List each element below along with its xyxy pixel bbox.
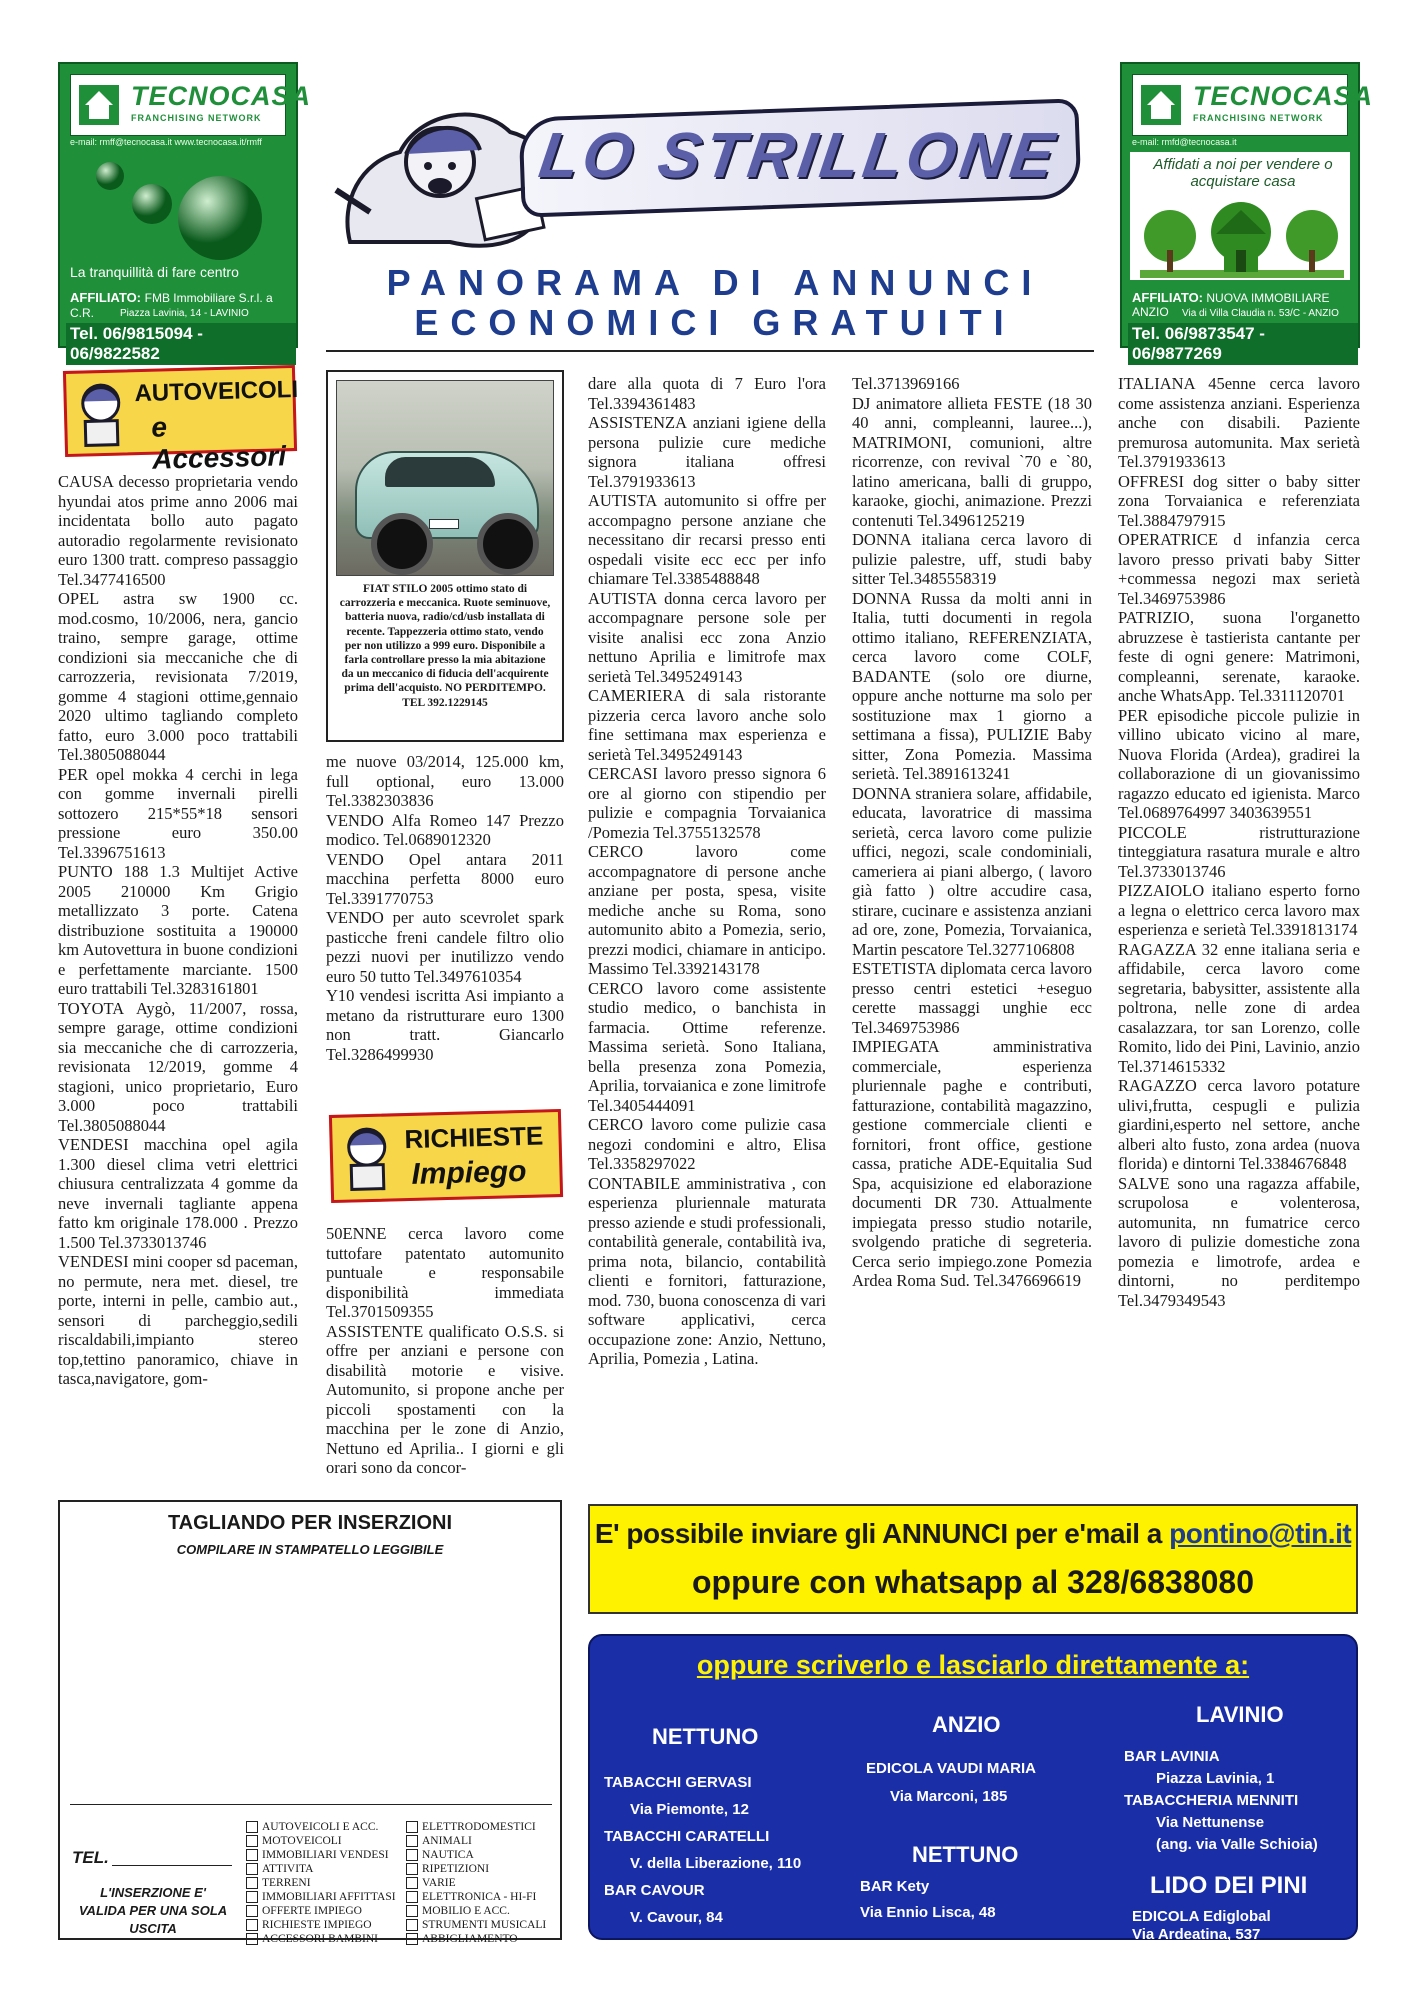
- tecnocasa-logo: [1132, 74, 1374, 136]
- ad-image-panel: [1130, 152, 1350, 280]
- location-address: V. Cavour, 84: [630, 1909, 723, 1926]
- ad-phone: Tel. 06/9873547 - 06/9877269: [1128, 323, 1358, 365]
- network-label: FRANCHISING NETWORK: [131, 113, 262, 123]
- affiliate-label: AFFILIATO:: [1132, 290, 1204, 305]
- checkbox[interactable]: [406, 1905, 418, 1917]
- category-label: STRUMENTI MUSICALI: [422, 1919, 547, 1931]
- tecnocasa-ad-lavinio: [58, 62, 312, 363]
- checkbox[interactable]: [246, 1877, 258, 1889]
- classified-ad: VENDESI mini cooper sd paceman, no permute, nera met. diesel, tre porte, interni in pelle, cambio aut., sensori di parcheggio,sedili riscaldabili,impianto stereo top,tettino panoramico, chiave in tasca,navigatore, gom-: [58, 1252, 298, 1388]
- category-label: ELETTRODOMESTICI: [422, 1821, 536, 1833]
- classified-ad: CERCO lavoro come pulizie casa negozi condomini e altro, Elisa Tel.3358297022: [588, 1115, 826, 1173]
- classified-ad: AUTISTA donna cerca lavoro per accompagnare persone sole per visite analisi ecc zona Anzio nettuno Aprilia e limitrofe max serietà Tel.3495249143: [588, 588, 826, 686]
- classified-ad: SALVE sono una ragazza affabile, scrupolosa e volenterosa, automunita, nn fumatrice cerco lavoro di pulizie domestiche zona pomezia e limotrofe, ardea e dintorni, no perditempo Tel.3479349543: [1118, 1173, 1360, 1310]
- classified-ad: PATRIZIO, suona l'organetto abruzzese è tastierista cantante per feste di ogni genere: Matrimoni, compleanni, serenate, karaoke. anche WhatsApp. Tel.3311120701: [1118, 608, 1360, 705]
- category-option[interactable]: [246, 1848, 396, 1862]
- location-address: Via Nettunense: [1156, 1814, 1265, 1831]
- category-option[interactable]: [246, 1918, 396, 1932]
- network-label: FRANCHISING NETWORK: [1193, 113, 1324, 123]
- checkbox[interactable]: [406, 1933, 418, 1945]
- category-option[interactable]: [406, 1834, 556, 1848]
- whatsapp-line: oppure con whatsapp al 328/6838080: [691, 1564, 1254, 1600]
- column-3: [588, 374, 826, 1369]
- classified-ad: VENDESI macchina opel agila 1.300 diesel clima vetri elettrici chiusura centralizzata 4 gomme da neve invernali tagliante appena fatto km originale 178.000 . Prezzo 1.500 Tel.3733013746: [58, 1135, 298, 1252]
- classified-ad: me nuove 03/2014, 125.000 km, full optional, euro 13.000 Tel.3382303836: [326, 752, 564, 810]
- category-options-left: [246, 1820, 396, 1946]
- classified-ad: IMPIEGATA amministrativa commerciale, esperienza pluriennale paghe e contributi, fatturazione, contabilità magazzino, gestione commerciale clienti e fornitori, front office, gestione cassa, pratiche ADE-Equitalia Sud Spa, acquisizione ed elaborazione documenti DR 730. Attualmente impiegata presso studio notarile, svolgendo pratiche di segreteria. Cerca serio impiego.zone Pomezia Ardea Roma Sud. Tel.3476696619: [852, 1037, 1092, 1290]
- column-5: [1118, 374, 1360, 1310]
- classified-ad: TOYOTA Aygò, 11/2007, rossa, sempre garage, ottime condizioni sia meccaniche che di carrozzeria, revisionata 12/2019, gomme 4 stagioni, unico proprietario, Euro 3.000 poco trattabili Tel.3805088044: [58, 998, 298, 1135]
- classified-ad: OFFRESI dog sitter o baby sitter zona Torvaianica e referenziata Tel.3884797915: [1118, 471, 1360, 530]
- location-address: Via Ennio Lisca, 48: [860, 1904, 996, 1921]
- car-wheel: [371, 513, 433, 575]
- email-line: [590, 1518, 1356, 1550]
- checkbox[interactable]: [406, 1891, 418, 1903]
- category-label: AUTOVEICOLI E ACC.: [262, 1821, 379, 1833]
- location-address: Via Ardeatina, 537: [1132, 1926, 1261, 1943]
- coupon-title: TAGLIANDO PER INSERZIONI: [167, 1512, 453, 1534]
- classified-ad: PUNTO 188 1.3 Multijet Active 2005 210000 Km Grigio metallizzato 3 porte. Catena distribuzione sostituita a 190000 km Autovettura in buone condizioni e perfettamente marciante. 1500 euro trattabili Tel.3283161801: [58, 862, 298, 998]
- checkbox[interactable]: [406, 1849, 418, 1861]
- tecnocasa-ad-anzio: [1120, 62, 1374, 363]
- category-option[interactable]: [246, 1890, 396, 1904]
- trees-and-house-graphic: [1140, 200, 1344, 278]
- location-name: TABACCHI GERVASI: [604, 1774, 752, 1791]
- column-4: [852, 374, 1092, 1291]
- checkbox[interactable]: [246, 1863, 258, 1875]
- classified-ad: PIZZAIOLO italiano esperto forno a legna o elettrico cerca lavoro max esperienza e serietà Tel.3391813174: [1118, 881, 1360, 939]
- category-option[interactable]: [246, 1932, 396, 1946]
- lavinio-title: LAVINIO: [1196, 1702, 1284, 1727]
- masthead-subtitle-2: ECONOMICI GRATUITI: [414, 302, 1016, 343]
- checkbox[interactable]: [246, 1821, 258, 1833]
- classified-ad: DJ animatore allieta FESTE (18 30 40 anni, compleanni, lauree...), MATRIMONI, comunioni, altre ricorrenze, con revival `70 e `80, latino americana, balli di gruppo, karaoke, giochi, animazione. Prezzi contenuti Tel.3496125219: [852, 393, 1092, 530]
- category-label: MOTOVEICOLI: [262, 1835, 342, 1847]
- coupon-text-area[interactable]: [70, 1566, 550, 1804]
- category-label: RIPETIZIONI: [422, 1863, 490, 1875]
- email-text: E' possibile inviare gli ANNUNCI per e'mail a: [594, 1518, 1170, 1549]
- header-divider: [326, 350, 1094, 352]
- checkbox[interactable]: [406, 1877, 418, 1889]
- brand-name: TECNOCASA: [131, 81, 312, 111]
- category-label: IMMOBILIARI VENDESI: [262, 1849, 389, 1861]
- checkbox[interactable]: [246, 1905, 258, 1917]
- location-name: BAR LAVINIA: [1124, 1748, 1220, 1765]
- checkbox[interactable]: [246, 1933, 258, 1945]
- classified-ad: CONTABILE amministrativa , con esperienza pluriennale maturata presso aziende e studi professionali, contabilità generale, contabilità iva, prima nota, bilancio, contabilità clienti e fornitori, fatturazione, mod. 730, buona conoscenza di vari software applicativi, cerca occupazione zone: Anzio, Nettuno, Aprilia, Pomezia , Latina.: [588, 1173, 826, 1368]
- ad-slogan: Affidati a noi per vendere o acquistare casa: [1153, 156, 1333, 190]
- drop-off-locations-box: [588, 1634, 1358, 1943]
- ad-address: Via di Villa Claudia n. 53/C - ANZIO: [1182, 308, 1339, 319]
- classified-ad: ASSISTENZA anziani igiene della persona pulizie cure mediche signora italiana offresi Tel.3791933613: [588, 413, 826, 491]
- green-spheres-graphic: [80, 156, 280, 266]
- category-option[interactable]: [406, 1932, 556, 1946]
- classified-ad: ITALIANA 45enne cerca lavoro come assistenza anziani. Esperienza anche con disabili. Paziente premurosa automunita. Max serietà Tel.3791933613: [1118, 374, 1360, 471]
- location-address: Via Piemonte, 12: [630, 1801, 749, 1818]
- house-icon: [77, 83, 121, 127]
- classified-ad: ESTETISTA diplomata cerca lavoro presso centri estetici +eseguo cerette massaggi unghie ecc Tel.3469753986: [852, 959, 1092, 1037]
- masthead-title: LO STRILLONE: [534, 119, 1063, 191]
- tel-label: TEL.: [72, 1848, 109, 1867]
- location-name: TABACCHI CARATELLI: [604, 1828, 770, 1845]
- classified-ad: OPEL astra sw 1900 cc. mod.cosmo, 10/2006, nera, gancio traino, sempre garage, ottime condizioni sia meccaniche che di carrozzeria, revisionata 7/2019, gomme 4 stagioni ottime,gennaio 2020 ultimo tagliando completo fatto, euro 3.000 poco trattabili Tel.3805088044: [58, 589, 298, 764]
- ad-address: Piazza Lavinia, 14 - LAVINIO: [120, 308, 249, 319]
- classified-ad: VENDO Alfa Romeo 147 Prezzo modico. Tel.0689012320: [326, 810, 564, 849]
- lido-dei-pini-title: LIDO DEI PINI: [1150, 1872, 1308, 1899]
- classified-ad: dare alla quota di 7 Euro l'ora Tel.3394361483: [588, 374, 826, 413]
- section-richieste-impiego: [329, 1109, 563, 1203]
- anzio-title: ANZIO: [932, 1712, 1001, 1737]
- classified-ad: PICCOLE ristrutturazione tinteggiatura rasatura murale e altro Tel.3733013746: [1118, 822, 1360, 881]
- insertion-coupon: [58, 1500, 562, 1945]
- column-1: [58, 472, 298, 1389]
- coupon-subtitle: COMPILARE IN STAMPATELLO LEGGIBILE: [176, 1542, 444, 1557]
- column-2-bottom: [326, 1224, 564, 1478]
- category-label: TERRENI: [262, 1877, 311, 1889]
- classified-ad: CERCO lavoro come assistente studio medico, o banchista in farmacia. Ottime referenze. Massima serietà. Sono Italiana, bella presenza zona Pomezia, Aprilia, torvaianica e zone limitrofe Tel.3405444091: [588, 978, 826, 1115]
- category-options-right: [406, 1820, 556, 1946]
- category-option[interactable]: [246, 1862, 396, 1876]
- category-option[interactable]: [246, 1834, 396, 1848]
- classified-ad: PER opel mokka 4 cerchi in lega con gomme invernali pirelli sottozero 215*55*18 sensori pressione euro 350.00 Tel.3396751613: [58, 764, 298, 862]
- photo-caption: FIAT STILO 2005 ottimo stato di carrozzeria e meccanica. Ruote seminuove, batteria nuova, radio/cd/usb installata di recente. Tappezzeria ottimo stato, vendo per non utilizzo a 999 euro. Disponibile a farla controllare presso la mia abitazione da un meccanico di fiducia dell'acquirente prima dell'acquisto. NO PERDITEMPO. TEL 392.1229145: [339, 583, 551, 709]
- category-label: ATTIVITA: [262, 1863, 314, 1875]
- category-label: OFFERTE IMPIEGO: [262, 1905, 362, 1917]
- category-option[interactable]: [406, 1904, 556, 1918]
- section-title: RICHIESTE: [404, 1120, 544, 1155]
- nettuno-title: NETTUNO: [652, 1724, 759, 1749]
- checkbox[interactable]: [246, 1919, 258, 1931]
- location-name: EDICOLA Ediglobal: [1132, 1908, 1271, 1925]
- classified-ad: AUTISTA automunito si offre per accompagno persone anziane che necessitano dir recarsi presso enti ospedali visite ecc ecc per info chiamare Tel.3385488848: [588, 491, 826, 588]
- affiliate-name: FMB Immobiliare S.r.l. a C.R.: [70, 291, 273, 320]
- tecnocasa-logo: [70, 74, 312, 136]
- category-option[interactable]: [406, 1862, 556, 1876]
- classified-ad: OPERATRICE d infanzia cerca lavoro presso privati baby Sitter +commessa negozi max serietà Tel.3469753986: [1118, 530, 1360, 608]
- classified-ad: VENDO per auto scevrolet spark pasticche freni candele filtro olio pezzi nuovi per inutilizzo vendo euro 50 tutto Tel.3497610354: [326, 908, 564, 986]
- classified-ad: ASSISTENTE qualificato O.S.S. si offre per anziani e persone con disabilità motorie e visive. Automunito, si propone anche per piccoli spostamenti con la macchina per le zone di Anzio, Nettuno ed Aprilia.. I giorni e gli orari sono da concor-: [326, 1321, 564, 1477]
- classified-ad: CAMERIERA di sala ristorante pizzeria cerca lavoro anche solo fine settimana max esperienza e serietà Tel.3495249143: [588, 686, 826, 764]
- classified-ad: DONNA Russa da molti anni in Italia, tutti documenti in regola ottimo italiano, REFERENZIATA, cerca lavoro come COLF, BADANTE (solo ore diurne, oppure anche notturne ma solo per sostituzione max 1 giorno a settimana a fissa), PULIZIE Baby sitter, Zona Pomezia. Massima serietà. Tel.3891613241: [852, 588, 1092, 783]
- category-option[interactable]: [406, 1890, 556, 1904]
- checkbox[interactable]: [246, 1849, 258, 1861]
- classified-ad: PER episodiche piccole pulizie in villino ubicato vicino al mare, Nuova Florida (Ardea), gradirei la collaborazione di un giovanissimo ragazzo educato ed igienista. Marco Tel.0689764997 3403639551: [1118, 705, 1360, 822]
- category-option[interactable]: [246, 1820, 396, 1834]
- category-option[interactable]: [406, 1820, 556, 1834]
- email-link[interactable]: pontino@tin.it: [1169, 1518, 1352, 1549]
- location-address: (ang. via Valle Schioia): [1156, 1836, 1318, 1853]
- ad-phone: Tel. 06/9815094 - 06/9822582: [66, 323, 296, 365]
- newsboy-icon: [70, 378, 132, 450]
- category-label: MOBILIO E ACC.: [422, 1905, 510, 1917]
- category-label: ANIMALI: [422, 1835, 472, 1847]
- car-wheel: [477, 513, 539, 575]
- checkbox[interactable]: [406, 1919, 418, 1931]
- locations-header: oppure scriverlo e lasciarlo direttamente a:: [696, 1650, 1250, 1680]
- category-option[interactable]: [406, 1918, 556, 1932]
- brand-name: TECNOCASA: [1193, 81, 1374, 111]
- car-window: [385, 457, 495, 487]
- classified-ad: CERCO lavoro come accompagnatore di persone anche anziane per posta, spesa, visite mediche anche su Roma, sono automunito abito a Pomezia, serio, prezzi modici, chiamare in anticipo. Massimo Tel.3392143178: [588, 842, 826, 978]
- location-address: Piazza Lavinia, 1: [1156, 1770, 1275, 1787]
- checkbox[interactable]: [406, 1821, 418, 1833]
- license-plate: [429, 519, 459, 529]
- email-whatsapp-box: [588, 1504, 1358, 1614]
- category-label: ELETTRONICA - HI-FI: [422, 1891, 537, 1903]
- affiliate-label: AFFILIATO:: [70, 290, 142, 305]
- classified-ad: DONNA straniera solare, affidabile, educata, lavoratrice di massima serietà, cerca lavoro come pulizie uffici, negozi, scale condominiali, cameriera ai piani albergo, ( lavoro già fatto ) oltre accudire casa, stirare, cucinare e assistenza anziani ad ore, zone, Pomezia, Torvaianica, Martin pescatore Tel.3277106808: [852, 783, 1092, 959]
- section-subtitle: e Accessori: [151, 411, 287, 475]
- ad-email: e-mail: rmfd@tecnocasa.it: [1132, 137, 1237, 147]
- location-name: BAR Kety: [860, 1878, 930, 1895]
- classified-ad: VENDO Opel antara 2011 macchina perfetta 8000 euro Tel.3391770753: [326, 849, 564, 908]
- category-label: VARIE: [422, 1877, 456, 1889]
- location-name: BAR CAVOUR: [604, 1882, 705, 1899]
- location-name: TABACCHERIA MENNITI: [1124, 1792, 1299, 1809]
- masthead-subtitle-1: PANORAMA DI ANNUNCI: [386, 262, 1044, 303]
- house-icon: [1139, 83, 1183, 127]
- classified-ad: RAGAZZA 32 enne italiana seria e affidabile, cerca lavoro come segretaria, babysitter, assistente alla poltrona, nelle zone di ardea casalazzara, tor san Lorenzo, colle Romito, lido dei Pini, Lavinio, anzio Tel.3714615332: [1118, 939, 1360, 1076]
- car-photo: [336, 380, 554, 576]
- category-label: ACCESSORI BAMBINI: [262, 1933, 378, 1945]
- ad-slogan: La tranquillità di fare centro: [70, 264, 239, 280]
- location-address: Via Marconi, 185: [890, 1788, 1008, 1805]
- nettuno-2-title: NETTUNO: [912, 1842, 1019, 1867]
- photo-ad-box: [326, 370, 564, 742]
- newsboy-icon: [336, 1122, 398, 1194]
- section-subtitle: Impiego: [411, 1154, 527, 1191]
- coupon-note: L'INSERZIONE E' VALIDA PER UNA SOLA USCITA: [78, 1885, 228, 1936]
- classified-ad: CAUSA decesso proprietaria vendo hyundai atos prime anno 2006 mai incidentata bollo auto pagato autoradio regolarmente revisionato euro 1300 tratt. compreso passaggio Tel.3477416500: [58, 472, 298, 589]
- category-label: RICHIESTE IMPIEGO: [262, 1919, 372, 1931]
- section-autoveicoli: [63, 365, 299, 475]
- category-option[interactable]: [246, 1876, 396, 1890]
- section-title: AUTOVEICOLI: [134, 375, 299, 408]
- category-option[interactable]: [246, 1904, 396, 1918]
- affiliate-name: NUOVA IMMOBILIARE ANZIO: [1132, 291, 1330, 319]
- category-label: IMMOBILIARI AFFITTASI: [262, 1891, 396, 1903]
- classified-ad: 50ENNE cerca lavoro come tuttofare patentato automunito puntuale e responsabile disponibilità immediata Tel.3701509355: [326, 1224, 564, 1321]
- checkbox[interactable]: [406, 1835, 418, 1847]
- location-address: V. della Liberazione, 110: [630, 1855, 802, 1872]
- checkbox[interactable]: [406, 1863, 418, 1875]
- category-label: ABBIGLIAMENTO: [422, 1933, 518, 1945]
- coupon-line: [70, 1804, 552, 1805]
- classified-ad: Y10 vendesi iscritta Asi impianto a metano da ristrutturare euro 1300 non tratt. Giancarlo Tel.3286499930: [326, 986, 564, 1064]
- classified-ad: RAGAZZO cerca lavoro potature ulivi,frutta, cespugli e pulizia giardini,esperto nel settore, anche alberi alto fusto, zona ardea (nuova florida) e dintorni Tel.3384676848: [1118, 1076, 1360, 1173]
- category-option[interactable]: [406, 1848, 556, 1862]
- classified-ad: DONNA italiana cerca lavoro di pulizie palestre, uff, studi baby sitter Tel.3485558319: [852, 530, 1092, 588]
- location-name: EDICOLA VAUDI MARIA: [866, 1760, 1036, 1777]
- category-label: NAUTICA: [422, 1849, 474, 1861]
- classified-ad: Tel.3713969166: [852, 374, 960, 393]
- checkbox[interactable]: [246, 1891, 258, 1903]
- column-2-top: [326, 752, 564, 1064]
- category-option[interactable]: [406, 1876, 556, 1890]
- tel-input[interactable]: [112, 1846, 232, 1866]
- checkbox[interactable]: [246, 1835, 258, 1847]
- classified-ad: CERCASI lavoro presso signora 6 ore al giorno con stipendio per pulizie e compagnia Torvaianica /Pomezia Tel.3755132578: [588, 764, 826, 842]
- ad-email: e-mail: rmff@tecnocasa.it www.tecnocasa.it/rmff: [70, 137, 262, 147]
